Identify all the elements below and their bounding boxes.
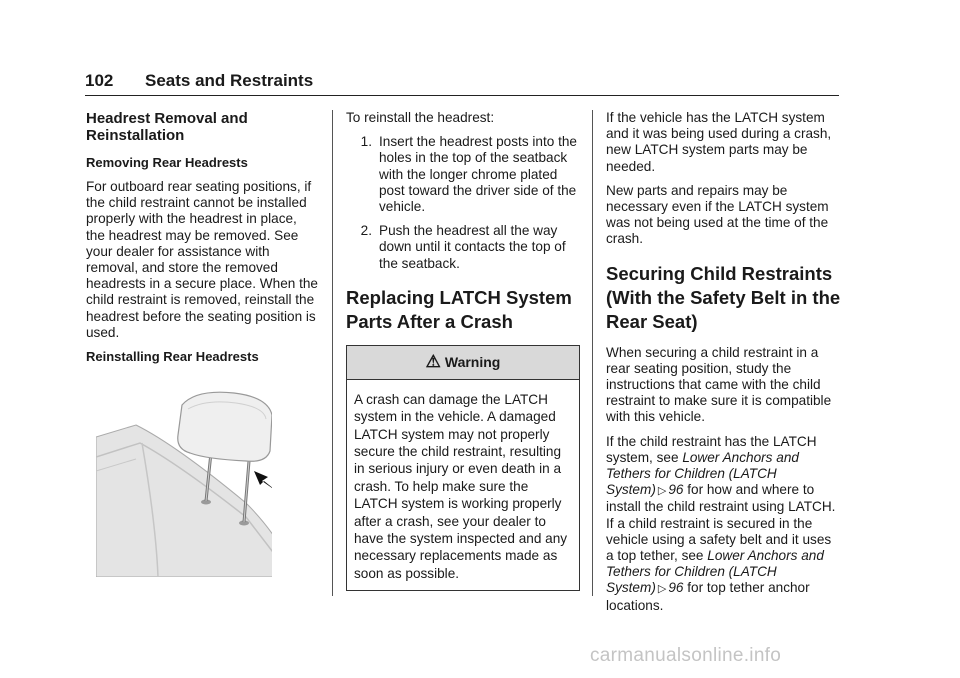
step-number: 2.: [360, 223, 372, 239]
page-reference-number[interactable]: 96: [668, 580, 684, 596]
section-title: Seats and Restraints: [145, 71, 314, 90]
column-2: [346, 110, 580, 591]
section-heading: Replacing LATCH System Parts After a Crash: [346, 286, 572, 332]
page-reference-icon: ▷: [657, 583, 667, 596]
text-run: for top tether anchor locations.: [606, 580, 810, 613]
step-text: Push the headrest all the way down until it contacts the top of the seatback.: [379, 223, 566, 271]
text-run: for how and where to install the child restraint using LATCH. If a child restraint is secured in the vehicle using a safety belt and it uses a top tether, see: [606, 482, 836, 564]
section-heading: Securing Child Restraints (With the Safety Belt in the Rear Seat): [606, 262, 841, 332]
text-run: If the child restraint has the LATCH system, see: [606, 433, 817, 465]
warning-header: [347, 346, 579, 380]
page-number: 102: [85, 71, 114, 90]
subheading-reinstalling: Reinstalling Rear Headrests: [86, 349, 259, 365]
cross-reference-link[interactable]: Lower Anchors and Tethers for Children (LATCH System): [606, 548, 824, 596]
subheading-removing: Removing Rear Headrests: [86, 155, 248, 170]
paragraph: If the vehicle has the LATCH system and it was being used during a crash, new LATCH system parts may be needed.: [606, 110, 832, 174]
section-heading: Headrest Removal and Reinstallation: [86, 110, 248, 144]
warning-text: A crash can damage the LATCH system in the vehicle. A damaged LATCH system may not properly secure the child restraint, resulting in serious injury or even death in a crash. To help make sure the LATCH system is working properly after a crash, see your dealer to have the system inspected and any necessary replacements made as soon as possible.: [354, 391, 568, 581]
watermark: carmanualsonline.info: [590, 645, 782, 666]
paragraph: For outboard rear seating positions, if the child restraint cannot be installed properly with the headrest in place, the headrest may be removed. See your dealer for assistance with removal, and store the removed headrests in a secure place. When the child restraint is removed, reinstall the headrest before the seating position is used.: [86, 179, 318, 340]
warning-title: Warning: [444, 354, 501, 371]
cross-reference-link[interactable]: Lower Anchors and Tethers for Children (LATCH System): [606, 449, 799, 498]
step-number: 1.: [360, 134, 372, 150]
page-header: [85, 71, 839, 96]
step-text: Insert the headrest posts into the holes in the top of the seatback with the longer chrome plated post toward the driver side of the vehicle.: [379, 134, 577, 215]
intro-text: To reinstall the headrest:: [346, 110, 495, 125]
headrest-illustration-svg: [96, 385, 272, 577]
headrest-illustration: [96, 385, 272, 577]
steps-list: [346, 134, 580, 272]
paragraph: When securing a child restraint in a rear seating position, study the instructions that came with the child restraint to make sure it is compatible with this vehicle.: [606, 344, 832, 425]
list-item: [346, 134, 580, 215]
warning-box: [346, 345, 580, 591]
paragraph-with-references: [606, 434, 842, 614]
column-1: [86, 110, 318, 577]
column-divider: [592, 110, 593, 596]
warning-triangle-icon: ⚠: [425, 352, 441, 372]
column-divider: [332, 110, 333, 596]
page-reference-number[interactable]: 96: [668, 482, 684, 498]
paragraph: New parts and repairs may be necessary even if the LATCH system was not being used at the time of the crash.: [606, 182, 829, 247]
column-3: [606, 110, 842, 622]
page-reference-icon: ▷: [657, 485, 667, 498]
list-item: [346, 223, 580, 272]
